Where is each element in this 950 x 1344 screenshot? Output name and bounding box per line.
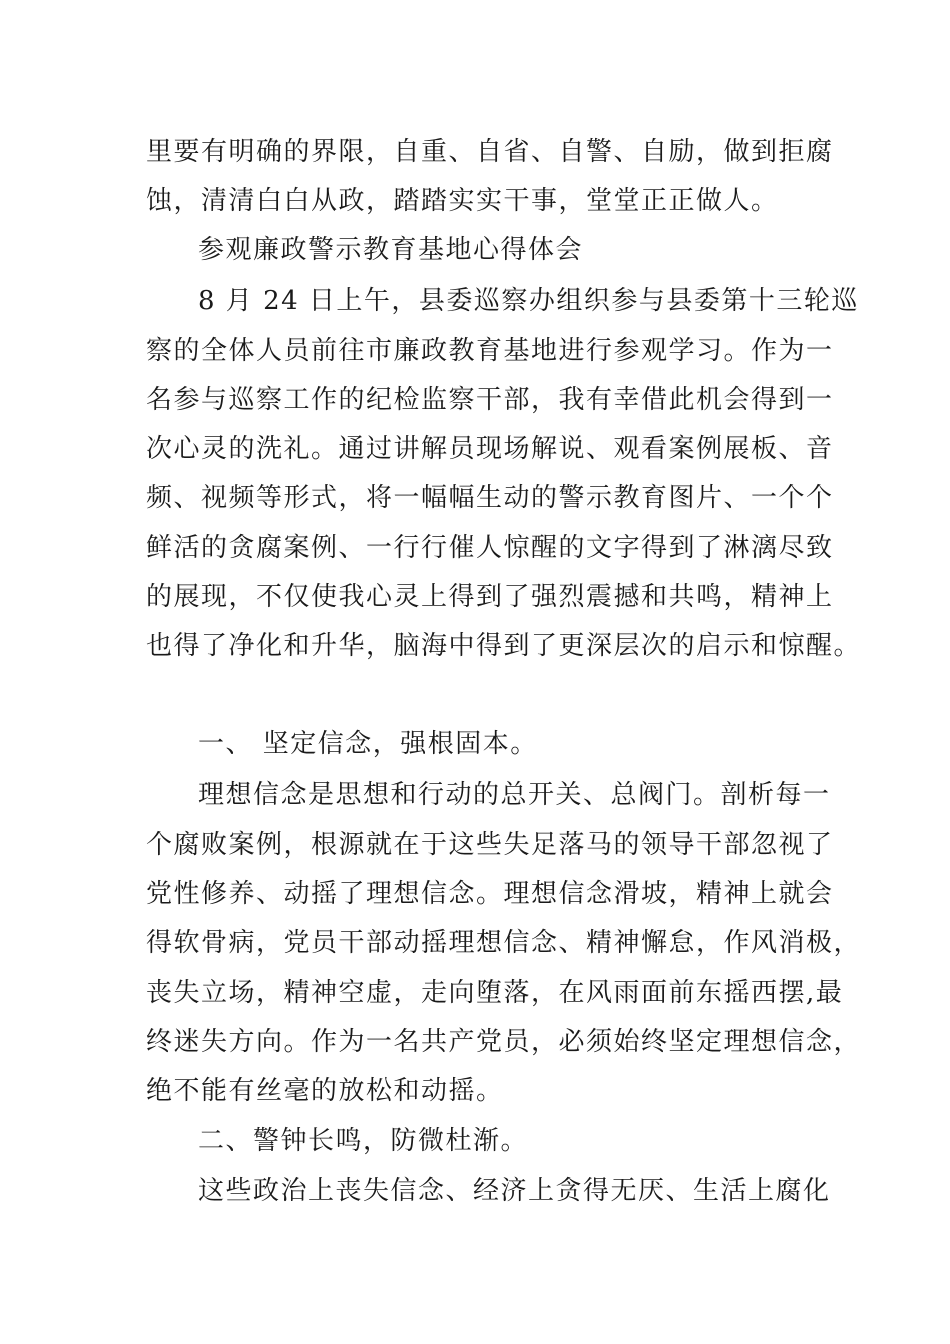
paragraph-line: 蚀，清清白白从政，踏踏实实干事，堂堂正正做人。 [146,186,779,216]
paragraph-line: 里要有明确的界限，自重、自省、自警、自励，做到拒腐 [146,137,834,167]
paragraph-line: 理想信念是思想和行动的总开关、总阀门。剖析每一 [198,780,831,810]
paragraph-line: 党性修养、动摇了理想信念。理想信念滑坡，精神上就会 [146,879,834,909]
paragraph-line: 绝不能有丝毫的放松和动摇。 [146,1076,504,1106]
paragraph-line: 名参与巡察工作的纪检监察干部，我有幸借此机会得到一 [146,385,834,415]
paragraph-line: 频、视频等形式，将一幅幅生动的警示教育图片、一个个 [146,483,834,513]
paragraph-line: 丧失立场，精神空虚，走向堕落，在风雨面前东摇西摆,最 [146,978,844,1008]
paragraph-line: 8 月 24 日上午，县委巡察办组织参与县委第十三轮巡 [198,286,859,316]
paragraph-line: 也得了净化和升华，脑海中得到了更深层次的启示和惊醒。 [146,631,862,661]
section-heading: 一、 坚定信念，强根固本。 [198,729,538,759]
paragraph-line: 的展现，不仅使我心灵上得到了强烈震撼和共鸣，精神上 [146,582,834,612]
paragraph-line: 个腐败案例，根源就在于这些失足落马的领导干部忽视了 [146,830,834,860]
paragraph-line: 这些政治上丧失信念、经济上贪得无厌、生活上腐化 [198,1176,831,1206]
paragraph-line: 鲜活的贪腐案例、一行行催人惊醒的文字得到了淋漓尽致 [146,533,834,563]
paragraph-line: 得软骨病，党员干部动摇理想信念、精神懈怠，作风消极， [146,928,862,958]
paragraph-line: 次心灵的洗礼。通过讲解员现场解说、观看案例展板、音 [146,434,834,464]
paragraph-line: 察的全体人员前往市廉政教育基地进行参观学习。作为一 [146,336,834,366]
section-heading: 二、警钟长鸣，防微杜渐。 [198,1126,529,1156]
paragraph-line: 终迷失方向。作为一名共产党员，必须始终坚定理想信念， [146,1027,862,1057]
section-title: 参观廉政警示教育基地心得体会 [198,235,584,265]
